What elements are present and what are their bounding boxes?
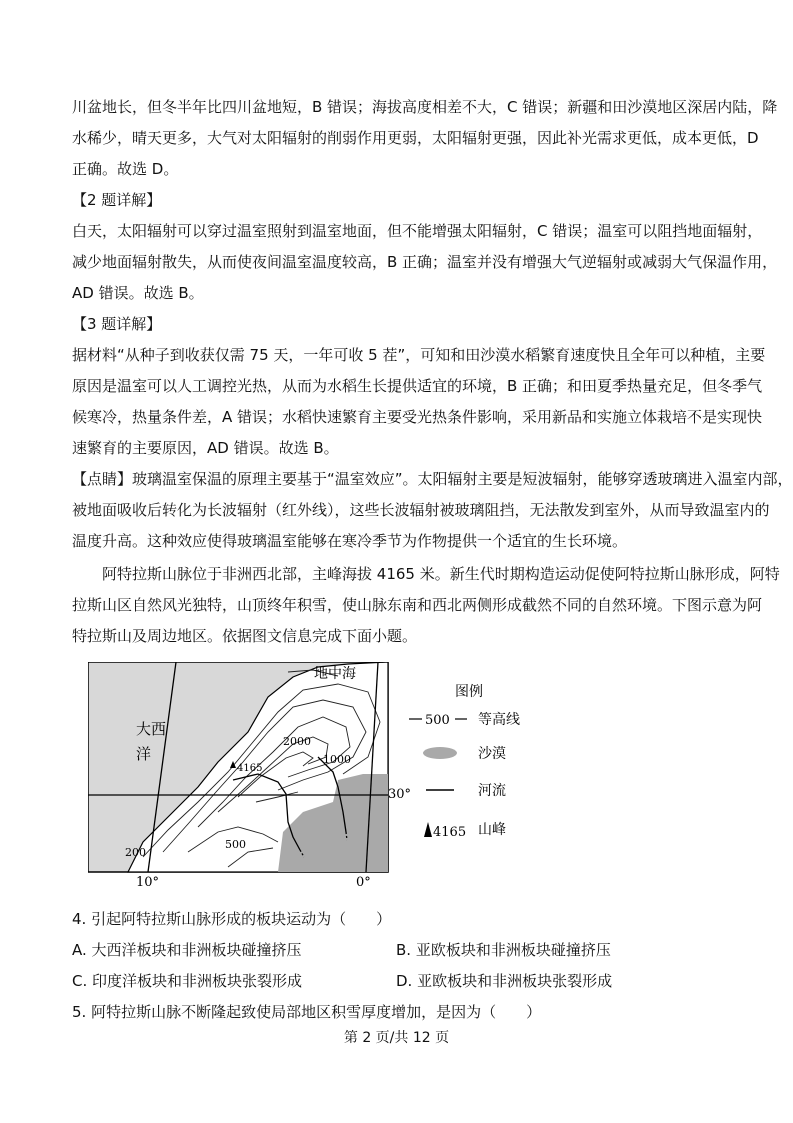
- ocean-label: 大西: [136, 720, 167, 738]
- paragraph-line: 候寒冷，热量条件差，A 错误；水稻快速繁育主要受光热条件影响，采用新品和实施立体栽培不是实现快: [72, 408, 763, 426]
- page-footer: 第 2 页/共 12 页: [343, 1030, 450, 1046]
- legend-river-text: 河流: [478, 783, 506, 799]
- note-line: 被地面吸收后转化为长波辐射（红外线），这些长波辐射被玻璃阻挡，无法散发到室外，从而导致温室内的: [72, 501, 770, 519]
- paragraph-line: 正确。故选 D。: [72, 160, 179, 178]
- question-4-option-d[interactable]: D. 亚欧板块和非洲板块张裂形成: [396, 972, 613, 990]
- sea-label: 地中海: [314, 666, 356, 682]
- paragraph-line: 川盆地长，但冬半年比四川盆地短，B 错误；海拔高度相差不大，C 错误；新疆和田沙漠地区深居内陆，降: [72, 98, 778, 116]
- legend-contour-value: 500: [425, 713, 450, 728]
- contour-label: 500: [225, 838, 246, 851]
- legend-peak-value: 4165: [433, 825, 467, 840]
- note-line: 温度升高。这种效应使得玻璃温室能够在寒冷季节为作物提供一个适宜的生长环境。: [72, 532, 628, 550]
- legend-title: 图例: [455, 684, 483, 700]
- material-line: 阿特拉斯山脉位于非洲西北部，主峰海拔 4165 米。新生代时期构造运动促使阿特拉斯山脉形成，阿特: [102, 565, 780, 583]
- section-heading: 【3 题详解】: [72, 315, 162, 333]
- note-line: 【点睛】玻璃温室保温的原理主要基于“温室效应”。太阳辐射主要是短波辐射，能够穿透玻璃进入温室内部，: [72, 470, 793, 488]
- question-5: 5. 阿特拉斯山脉不断隆起致使局部地区积雪厚度增加，是因为（ ）: [72, 1003, 542, 1021]
- contour-label: 200: [125, 846, 146, 859]
- question-4-option-a[interactable]: A. 大西洋板块和非洲板块碰撞挤压: [72, 941, 302, 959]
- peak-label: 4165: [237, 763, 263, 774]
- atlas-map-figure: [88, 662, 538, 894]
- legend-peak-swatch: [424, 822, 432, 837]
- paragraph-line: 减少地面辐射散失，从而使夜间温室温度较高，B 正确；温室并没有增强大气逆辐射或减弱大气保温作用，: [72, 253, 778, 271]
- legend-contour-text: 等高线: [478, 712, 520, 728]
- lat-label: 30°: [388, 787, 412, 802]
- legend-desert-text: 沙漠: [478, 746, 506, 762]
- question-4: 4. 引起阿特拉斯山脉形成的板块运动为（ ）: [72, 910, 392, 928]
- question-4-option-c[interactable]: C. 印度洋板块和非洲板块张裂形成: [72, 972, 303, 990]
- paragraph-line: 据材料“从种子到收获仅需 75 天，一年可收 5 茬”，可知和田沙漠水稻繁育速度快且全年可以种植，主要: [72, 346, 766, 364]
- legend-peak-text: 山峰: [478, 822, 506, 838]
- lon-label: 0°: [356, 875, 371, 890]
- map-legend: [409, 684, 520, 840]
- question-4-option-b[interactable]: B. 亚欧板块和非洲板块碰撞挤压: [396, 941, 611, 959]
- contour-label: 2000: [283, 735, 311, 748]
- material-line: 特拉斯山及周边地区。依据图文信息完成下面小题。: [72, 627, 418, 645]
- ocean-label: 洋: [136, 745, 152, 763]
- section-heading: 【2 题详解】: [72, 191, 162, 209]
- material-line: 拉斯山区自然风光独特，山顶终年积雪，使山脉东南和西北两侧形成截然不同的自然环境。下图示意为阿: [72, 596, 763, 614]
- paragraph-line: 白天，太阳辐射可以穿过温室照射到温室地面，但不能增强太阳辐射，C 错误；温室可以阻挡地面辐射，: [72, 222, 763, 240]
- paragraph-line: 速繁育的主要原因，AD 错误。故选 B。: [72, 439, 339, 457]
- paragraph-line: AD 错误。故选 B。: [72, 284, 204, 302]
- legend-desert-swatch: [423, 747, 457, 759]
- lon-label: 10°: [136, 875, 160, 890]
- contour-label: 1000: [323, 753, 351, 766]
- paragraph-line: 水稀少，晴天更多，大气对太阳辐射的削弱作用更弱，太阳辐射更强，因此补光需求更低，成本更低，D: [72, 129, 759, 147]
- paragraph-line: 原因是温室可以人工调控光热，从而为水稻生长提供适宜的环境，B 正确；和田夏季热量充足，但冬季气: [72, 377, 763, 395]
